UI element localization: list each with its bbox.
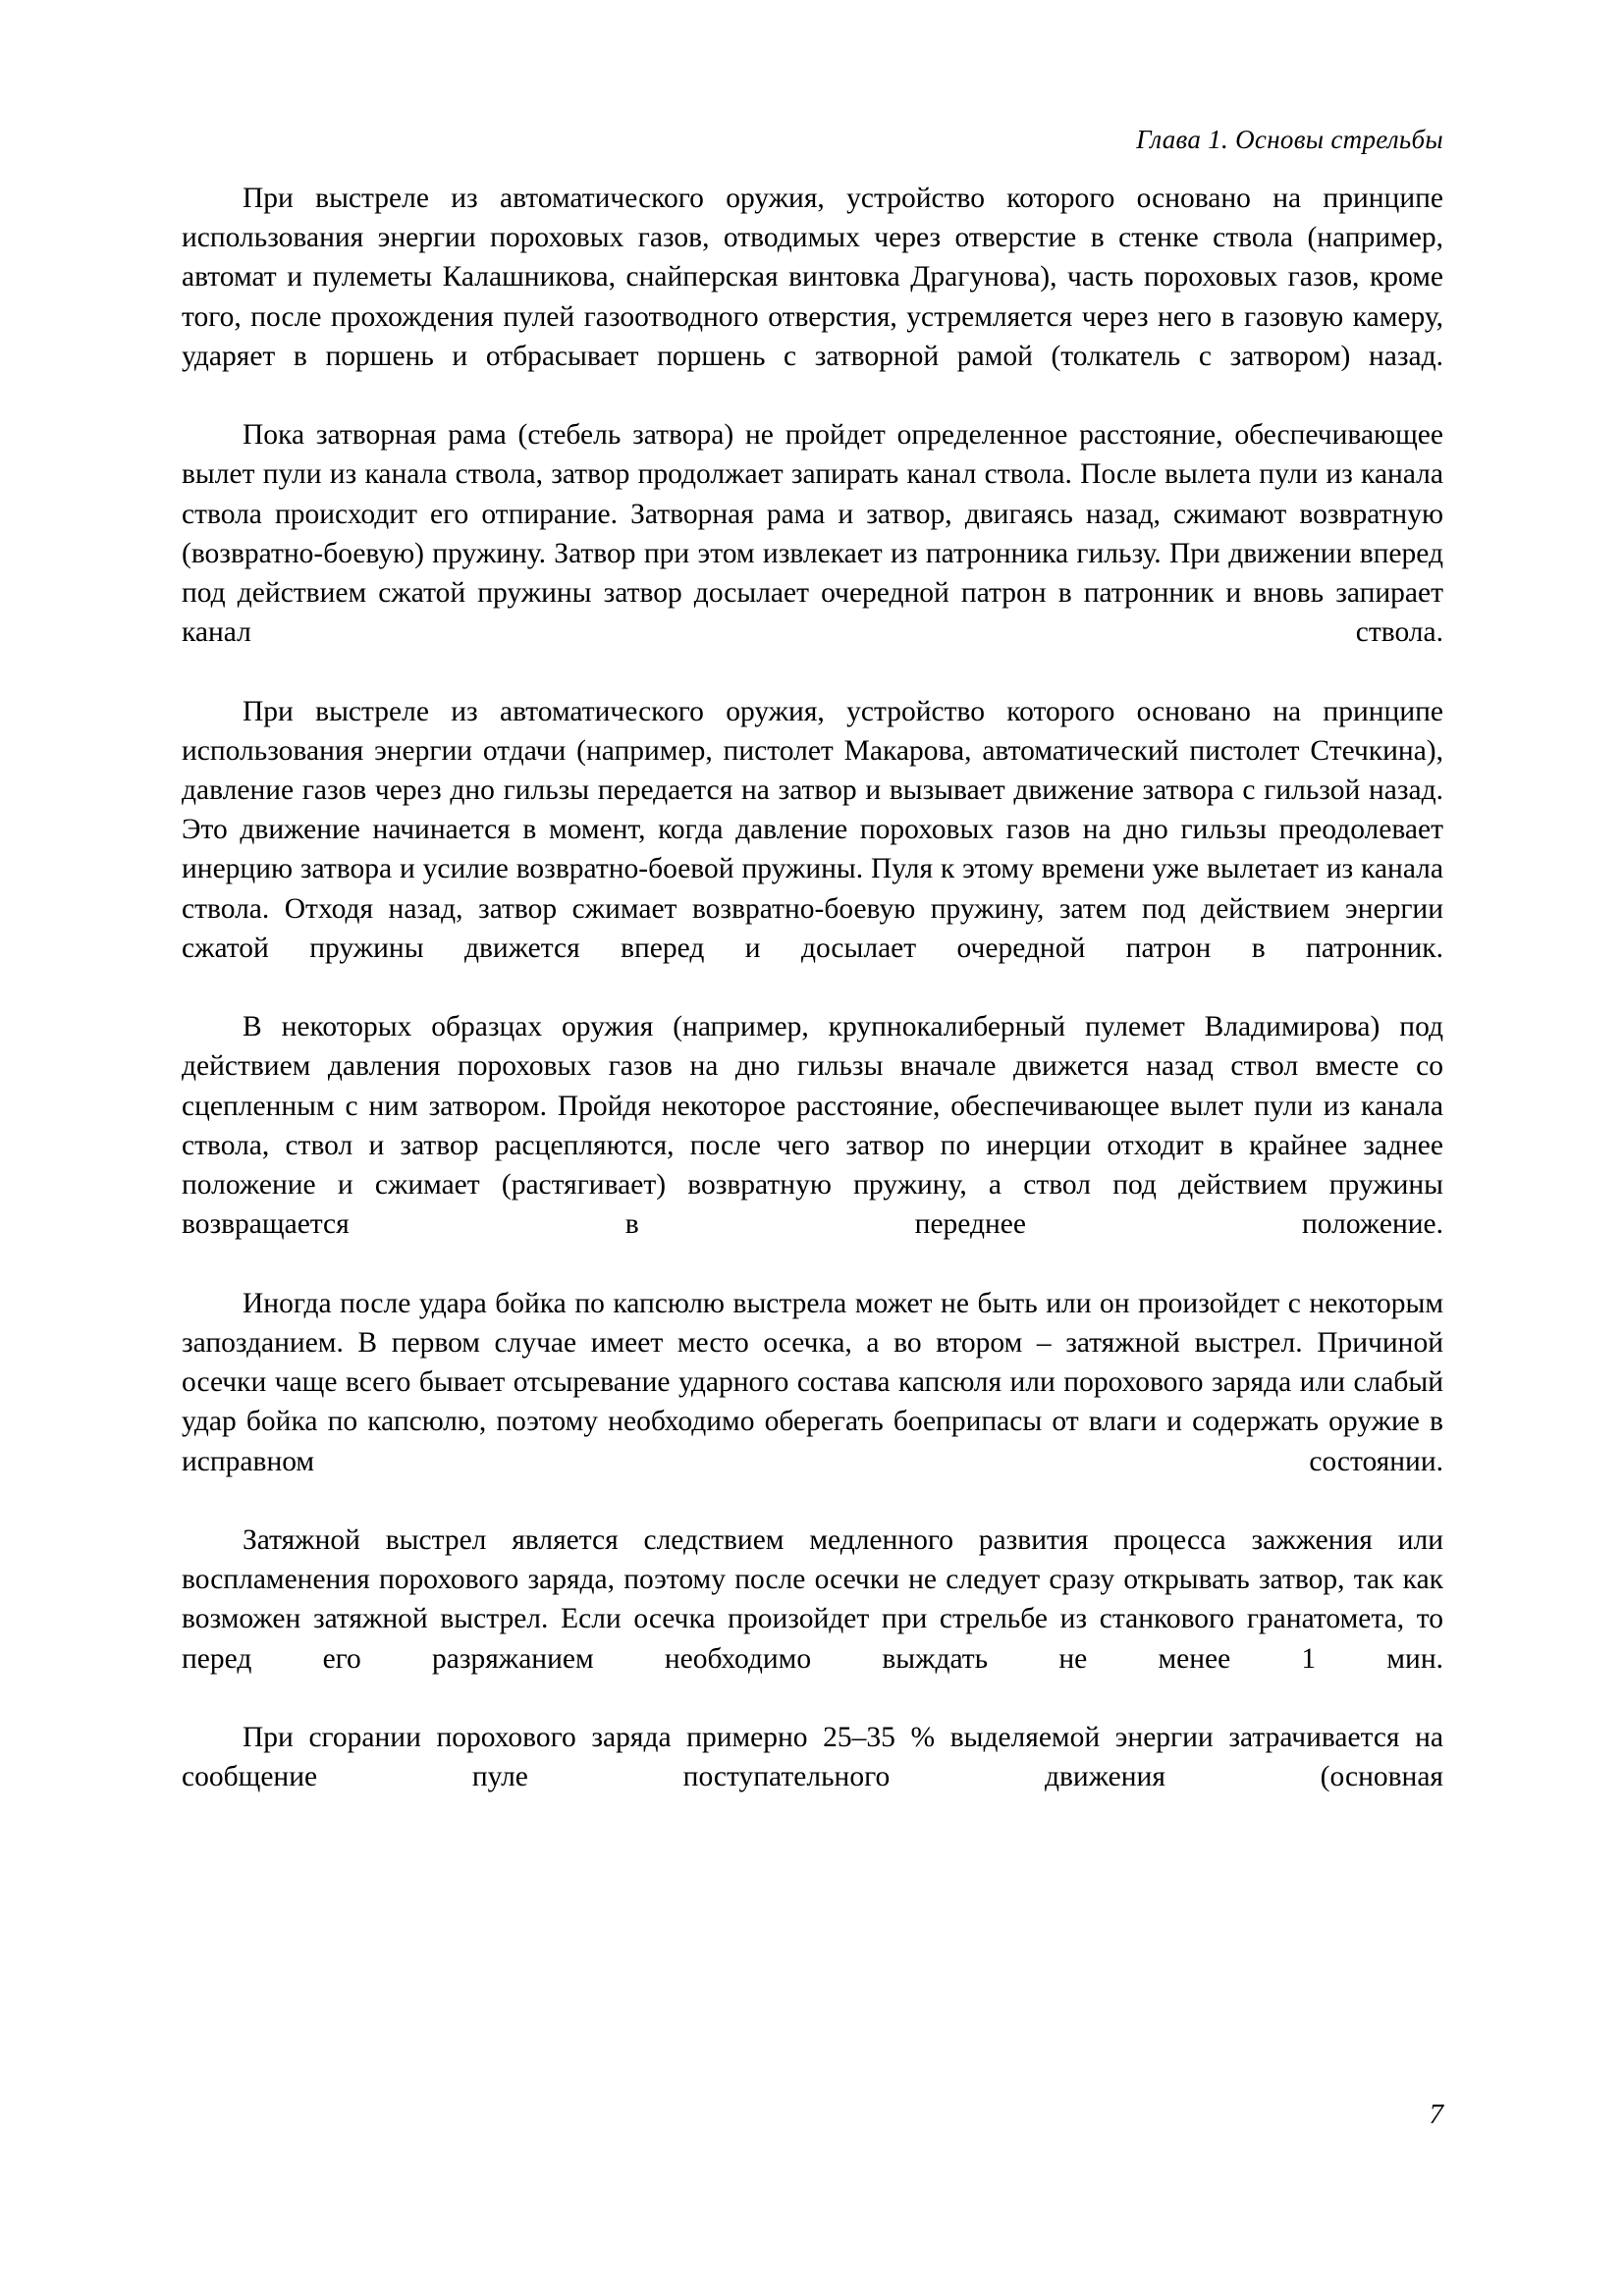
paragraph: Затяжной выстрел является следствием медленного развития процесса зажжения или воспламенения порохового заряда, поэтому после осечки не следует сразу открывать затвор, так как возможен затяжной выстрел. Если осечка произойдет при стрельбе из станкового гранатомета, то перед его разряжанием необходимо выждать не менее 1 мин. [182, 1523, 1443, 1675]
page-number: 7 [1429, 2099, 1443, 2130]
running-head: Глава 1. Основы стрельбы [1136, 125, 1443, 154]
paragraph: При выстреле из автоматического оружия, устройство которого основано на принципе использования энергии пороховых газов, отводимых через отверстие в стенке ствола (например, автомат и пулеметы Калашникова, снайперская винтовка Драгунова), часть пороховых газов, кроме того, после прохождения пулей газоотводного отверстия, устремляется через него в газовую камеру, ударяет в поршень и отбрасывает поршень с затворной рамой (толкатель с затвором) назад. [182, 183, 1443, 372]
paragraph: В некоторых образцах оружия (например, крупнокалиберный пулемет Владимирова) под действием давления пороховых газов на дно гильзы вначале движется назад ствол вместе со сцепленным с ним затвором. Пройдя некоторое расстояние, обеспечивающее вылет пули из канала ствола, ствол и затвор расцепляются, после чего затвор по инерции отходит в крайнее заднее положение и сжимает (растягивает) возвратную пружину, а ствол под действием пружины возвращается в переднее положение. [182, 1011, 1443, 1241]
paragraph: Иногда после удара бойка по капсюлю выстрела может не быть или он произойдет с некоторым запозданием. В первом случае имеет место осечка, а во втором – затяжной выстрел. Причиной осечки чаще всего бывает отсыревание ударного состава капсюля или порохового заряда или слабый удар бойка по капсюлю, поэтому необходимо оберегать боеприпасы от влаги и содержать оружие в исправном состоянии. [182, 1287, 1443, 1477]
body-text-block [182, 179, 1443, 1837]
paragraph: При сгорании порохового заряда примерно 25–35 % выделяемой энергии затрачивается на сообщение пуле поступательного движения (основная [182, 1721, 1443, 1793]
paragraph: При выстреле из автоматического оружия, устройство которого основано на принципе использования энергии отдачи (например, пистолет Макарова, автоматический пистолет Стечкина), давление газов через дно гильзы передается на затвор и вызывает движение затвора с гильзой назад. Это движение начинается в момент, когда давление пороховых газов на дно гильзы преодолевает инерцию затвора и усилие возвратно-боевой пружины. Пуля к этому времени уже вылетает из канала ствола. Отходя назад, затвор сжимает возвратно-боевую пружину, затем под действием энергии сжатой пружины движется вперед и досылает очередной патрон в патронник. [182, 695, 1443, 964]
paragraph: Пока затворная рама (стебель затвора) не пройдет определенное расстояние, обеспечивающее вылет пули из канала ствола, затвор продолжает запирать канал ствола. После вылета пули из канала ствола происходит его отпирание. Затворная рама и затвор, двигаясь назад, сжимают возвратную (возвратно-боевую) пружину. Затвор при этом извлекает из патронника гильзу. При движении вперед под действием сжатой пружины затвор досылает очередной патрон в патронник и вновь запирает канал ствола. [182, 419, 1443, 649]
